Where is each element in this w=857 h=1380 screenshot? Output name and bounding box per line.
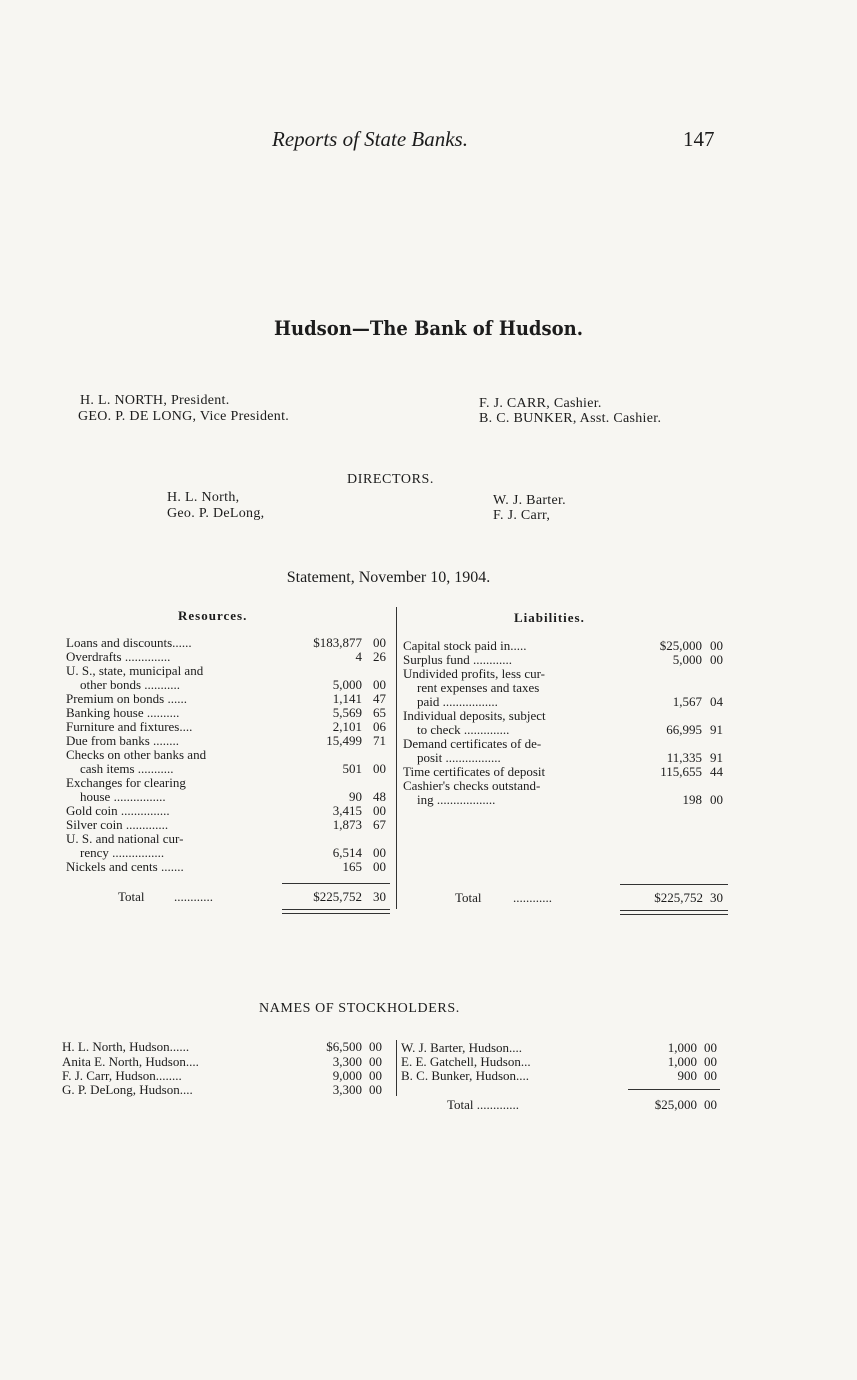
- row-dollars: 15,499: [326, 733, 362, 748]
- row-dollars: $25,000: [659, 638, 702, 653]
- total-cents: 30: [373, 889, 386, 904]
- stockholders-total-cents: 00: [704, 1097, 717, 1112]
- row-label: rent expenses and taxes: [417, 680, 540, 695]
- row-cents: 71: [373, 733, 386, 748]
- officer-president: H. L. NORTH, President.: [80, 393, 230, 408]
- stockholders-total-label: Total .............: [447, 1097, 520, 1112]
- director-left-1: H. L. North,: [167, 490, 240, 505]
- row-dollars: 3,415: [332, 803, 362, 818]
- row-dollars: 90: [349, 789, 362, 804]
- page-number: 147: [683, 127, 715, 151]
- officer-asst-cashier: B. C. BUNKER, Asst. Cashier.: [479, 411, 662, 426]
- stockholder-dollars: 9,000: [332, 1068, 362, 1083]
- row-label: Premium on bonds ......: [66, 691, 187, 706]
- row-dollars: 66,995: [666, 722, 702, 737]
- row-label: Demand certificates of de-: [403, 736, 542, 751]
- stockholder-row: [62, 1039, 189, 1054]
- stockholder-name: B. C. Bunker, Hudson....: [401, 1068, 530, 1083]
- row-cents: 00: [710, 652, 723, 667]
- stockholder-cents: 00: [369, 1039, 382, 1054]
- row-label: Furniture and fixtures....: [66, 719, 193, 734]
- stockholder-name: F. J. Carr, Hudson........: [62, 1068, 182, 1083]
- row-label: Checks on other banks and: [66, 747, 207, 762]
- stockholder-row: [62, 1082, 193, 1097]
- row-cents: 91: [710, 722, 723, 737]
- row-cents: 00: [373, 803, 386, 818]
- row-cents: 00: [373, 859, 386, 874]
- row-cents: 48: [373, 789, 386, 804]
- row-label: Nickels and cents .......: [66, 859, 184, 874]
- stockholder-name: Anita E. North, Hudson....: [62, 1054, 199, 1069]
- stockholders-total-dollars: $25,000: [654, 1097, 697, 1112]
- row-cents: 91: [710, 750, 723, 765]
- resources-total-row: [118, 890, 398, 904]
- row-cents: 44: [710, 764, 723, 779]
- row-label: Banking house ..........: [66, 705, 180, 720]
- row-label: Due from banks ........: [66, 733, 180, 748]
- row-dollars: 6,514: [332, 845, 362, 860]
- stockholder-cents: 00: [369, 1054, 382, 1069]
- row-dollars: 198: [682, 792, 702, 807]
- row-dollars: 115,655: [660, 764, 702, 779]
- row-cents: 00: [373, 845, 386, 860]
- row-cents: 04: [710, 694, 723, 709]
- row-dollars: $183,877: [313, 635, 362, 650]
- row-label: house ................: [80, 789, 166, 804]
- stockholder-name: H. L. North, Hudson......: [62, 1039, 190, 1054]
- row-cents: 00: [373, 635, 386, 650]
- row-dollars: 501: [342, 761, 362, 776]
- row-dollars: 5,569: [332, 705, 362, 720]
- officer-vice-president: GEO. P. DE LONG, Vice President.: [78, 409, 290, 424]
- liabilities-total-double-rule-1: [620, 910, 728, 911]
- row-label: Exchanges for clearing: [66, 775, 186, 790]
- resources-total-double-rule-2: [282, 913, 390, 914]
- row-label: Undivided profits, less cur-: [403, 666, 545, 681]
- stockholder-row: [62, 1068, 182, 1083]
- row-dollars: 165: [342, 859, 362, 874]
- stockholder-cents: 00: [369, 1082, 382, 1097]
- bank-title: Hudson—The Bank of Hudson.: [273, 316, 584, 340]
- total-label: Total: [118, 889, 145, 904]
- stockholder-name: W. J. Barter, Hudson....: [401, 1040, 523, 1055]
- row-dollars: 1,141: [332, 691, 362, 706]
- row-cents: 00: [710, 638, 723, 653]
- directors-heading: DIRECTORS.: [347, 472, 435, 487]
- row-label: Overdrafts ..............: [66, 649, 171, 664]
- stockholder-dollars: 1,000: [667, 1040, 697, 1055]
- stockholder-dollars: $6,500: [326, 1039, 362, 1054]
- row-label: Loans and discounts......: [66, 635, 192, 650]
- row-label: Gold coin ...............: [66, 803, 170, 818]
- stockholder-name: G. P. DeLong, Hudson....: [62, 1082, 193, 1097]
- row-dollars: 1,873: [332, 817, 362, 832]
- row-label: other bonds ...........: [80, 677, 181, 692]
- row-cents: 00: [373, 677, 386, 692]
- liabilities-total-double-rule-2: [620, 914, 728, 915]
- row-dollars: 5,000: [332, 677, 362, 692]
- stockholder-name: E. E. Gatchell, Hudson...: [401, 1054, 531, 1069]
- total-dollars: $225,752: [313, 889, 362, 904]
- row-cents: 47: [373, 691, 386, 706]
- director-right-1: W. J. Barter.: [493, 493, 566, 508]
- stockholders-divider: [396, 1040, 397, 1096]
- column-divider: [396, 607, 397, 909]
- row-dollars: 1,567: [672, 694, 702, 709]
- stockholder-cents: 00: [704, 1068, 717, 1083]
- statement-title: Statement, November 10, 1904.: [286, 569, 491, 586]
- resources-subtotal-rule: [282, 883, 390, 884]
- row-label: to check ..............: [417, 722, 510, 737]
- row-cents: 00: [710, 792, 723, 807]
- total-dots: ............: [174, 889, 213, 904]
- officer-cashier: F. J. CARR, Cashier.: [479, 396, 602, 411]
- row-label: Surplus fund ............: [403, 652, 513, 667]
- stockholder-row: [62, 1054, 199, 1069]
- running-head: Reports of State Banks.: [272, 127, 468, 151]
- stockholder-dollars: 3,300: [332, 1082, 362, 1097]
- resources-total-double-rule-1: [282, 909, 390, 910]
- row-label: Cashier's checks outstand-: [403, 778, 541, 793]
- liabilities-subtotal-rule: [620, 884, 728, 885]
- row-label: U. S., state, municipal and: [66, 663, 204, 678]
- total-label: Total: [455, 890, 482, 905]
- row-label: rency ................: [80, 845, 165, 860]
- row-dollars: 5,000: [672, 652, 702, 667]
- row-label: U. S. and national cur-: [66, 831, 184, 846]
- liabilities-table: [403, 639, 733, 819]
- row-cents: 65: [373, 705, 386, 720]
- row-dollars: 2,101: [332, 719, 362, 734]
- resources-heading: Resources.: [178, 608, 248, 623]
- stockholder-cents: 00: [704, 1054, 717, 1069]
- row-dollars: 11,335: [666, 750, 702, 765]
- total-dollars: $225,752: [654, 890, 703, 905]
- row-label: Time certificates of deposit: [403, 764, 546, 779]
- total-cents: 30: [710, 890, 723, 905]
- row-cents: 26: [373, 649, 386, 664]
- stockholder-dollars: 900: [677, 1068, 697, 1083]
- stockholder-cents: 00: [704, 1040, 717, 1055]
- row-cents: 00: [373, 761, 386, 776]
- liabilities-total-row: [455, 891, 735, 905]
- row-label: cash items ...........: [80, 761, 174, 776]
- director-left-2: Geo. P. DeLong,: [167, 506, 265, 521]
- row-cents: 06: [373, 719, 386, 734]
- resources-table: [66, 636, 396, 906]
- stockholder-dollars: 3,300: [332, 1054, 362, 1069]
- row-cents: 67: [373, 817, 386, 832]
- row-label: Silver coin .............: [66, 817, 169, 832]
- stockholders-total-rule: [628, 1089, 720, 1090]
- row-label: posit .................: [417, 750, 501, 765]
- row-label: ing ..................: [417, 792, 496, 807]
- row-dollars: 4: [355, 649, 362, 664]
- liabilities-heading: Liabilities.: [514, 610, 585, 625]
- stockholders-heading: NAMES OF STOCKHOLDERS.: [259, 1001, 460, 1016]
- director-right-2: F. J. Carr,: [493, 508, 551, 523]
- stockholder-cents: 00: [369, 1068, 382, 1083]
- total-dots: ............: [513, 890, 552, 905]
- row-label: Individual deposits, subject: [403, 708, 546, 723]
- row-label: Capital stock paid in.....: [403, 638, 527, 653]
- row-label: paid .................: [417, 694, 498, 709]
- stockholder-dollars: 1,000: [667, 1054, 697, 1069]
